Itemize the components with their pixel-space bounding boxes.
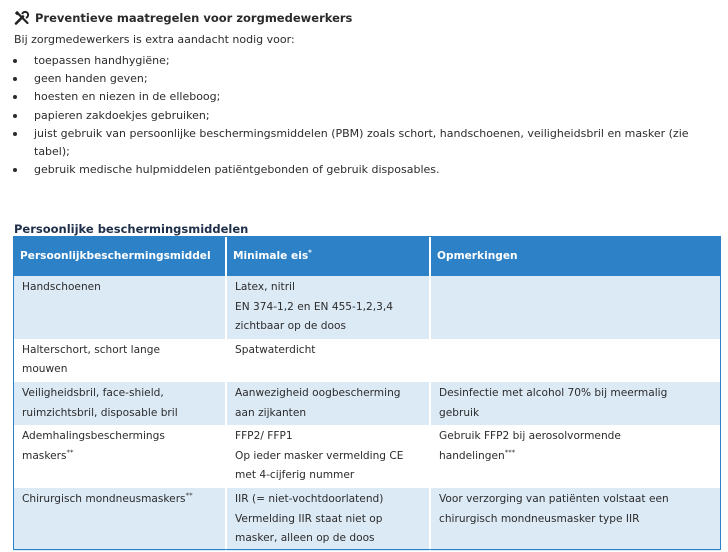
cell-line-wrap	[22, 447, 219, 467]
cell-line: masker, alleen op de doos	[235, 532, 375, 545]
cell-line: Op ieder masker vermelding CE	[235, 449, 404, 462]
list-item	[0, 125, 728, 161]
table-row	[14, 425, 720, 488]
bullet-dot-icon	[13, 114, 17, 118]
cell-remarks	[430, 382, 720, 425]
cell-requirement	[226, 339, 430, 382]
cell-line: EN 374-1,2 en EN 455-1,2,3,4	[235, 300, 393, 313]
footnote-marker: *	[308, 247, 312, 256]
cell-line: handelingen	[439, 449, 505, 462]
cell-line: Halterschort, schort lange	[22, 343, 161, 356]
cell-line: Veiligheidsbril, face-shield,	[22, 386, 164, 399]
footnote-marker: **	[185, 491, 193, 500]
bullet-dot-icon	[13, 168, 17, 172]
cell-requirement	[226, 425, 430, 488]
cell-line-wrap	[22, 490, 219, 510]
cell-line: Vermelding IIR staat niet op	[235, 512, 383, 525]
cell-requirement	[226, 488, 430, 551]
table-row	[14, 276, 720, 339]
footnote-marker: **	[66, 448, 74, 457]
cell-line: Minimale eis	[233, 249, 309, 262]
cell-item	[14, 425, 226, 488]
cell-item	[14, 382, 226, 425]
header-remarks	[430, 236, 720, 276]
cell-item	[14, 488, 226, 551]
cell-line: maskers	[22, 449, 67, 462]
cell-item	[14, 339, 226, 382]
cell-line: gebruik	[439, 406, 480, 419]
cell-line: Persoonlijk	[20, 249, 87, 262]
cell-line: Ademhalingsbeschermings	[22, 430, 165, 443]
cell-line: Spatwaterdicht	[235, 343, 316, 356]
list-item	[0, 52, 728, 70]
list-item	[0, 161, 728, 179]
cell-line-wrap	[439, 447, 714, 467]
cell-line: FFP2/ FFP1	[235, 430, 293, 443]
list-item-text: juist gebruik van persoonlijke beschermingsmiddelen (PBM) zoals schort, handschoenen, veiligheidsbril en masker (zie tabel);	[34, 126, 689, 159]
cell-line: beschermingsmiddel	[86, 249, 211, 262]
list-item-text: geen handen geven;	[34, 72, 148, 86]
cell-remarks	[430, 276, 720, 339]
list-item	[0, 88, 728, 106]
list-item-text: hoesten en niezen in de elleboog;	[34, 90, 221, 104]
measures-list	[0, 52, 728, 179]
cell-line: Desinfectie met alcohol 70% bij meermalig	[439, 386, 668, 399]
header-item	[14, 236, 226, 276]
cell-line: Handschoenen	[22, 281, 101, 293]
table-header-row	[14, 236, 720, 276]
cell-line: Latex, nitril	[235, 281, 295, 293]
tools-icon	[14, 10, 30, 26]
bullet-dot-icon	[13, 59, 17, 63]
cell-remarks	[430, 488, 720, 551]
intro-text: Bij zorgmedewerkers is extra aandacht nodig voor:	[14, 33, 295, 46]
cell-line: chirurgisch mondneusmasker type IIR	[439, 512, 640, 525]
cell-line: IIR (= niet-vochtdoorlatend)	[235, 492, 384, 505]
cell-line: Voor verzorging van patiënten volstaat een	[439, 492, 669, 505]
list-item	[0, 70, 728, 88]
list-item	[0, 107, 728, 125]
cell-line: Chirurgisch mondneusmaskers	[22, 492, 186, 505]
cell-requirement	[226, 382, 430, 425]
cell-line: met 4-cijferig nummer	[235, 469, 355, 482]
section-heading	[14, 8, 352, 28]
table-row	[14, 382, 720, 425]
list-item-text: gebruik medische hulpmiddelen patiëntgebonden of gebruik disposables.	[34, 163, 440, 177]
cell-remarks	[430, 339, 720, 382]
cell-line: mouwen	[22, 363, 68, 376]
cell-line: Opmerkingen	[437, 249, 518, 262]
bullet-dot-icon	[13, 132, 17, 136]
cell-item	[14, 276, 226, 339]
list-item-text: toepassen handhygiëne;	[34, 54, 170, 67]
section-title: Preventieve maatregelen voor zorgmedewerkers	[35, 11, 353, 25]
table-row	[14, 488, 720, 551]
cell-line: zichtbaar op de doos	[235, 320, 347, 333]
list-item-text: papieren zakdoekjes gebruiken;	[34, 108, 210, 122]
cell-line: Gebruik FFP2 bij aerosolvormende	[439, 430, 621, 443]
table-row	[14, 339, 720, 382]
footnote-marker: ***	[504, 448, 516, 457]
cell-line-wrap	[233, 247, 312, 262]
header-requirement	[226, 236, 430, 276]
cell-line: ruimzichtsbril, disposable bril	[22, 406, 178, 419]
pbm-table	[14, 236, 720, 551]
cell-remarks	[430, 425, 720, 488]
bullet-dot-icon	[13, 77, 17, 81]
cell-requirement	[226, 276, 430, 339]
bullet-dot-icon	[13, 95, 17, 99]
cell-line: aan zijkanten	[235, 406, 307, 419]
cell-line: Aanwezigheid oogbescherming	[235, 386, 401, 399]
table-body	[14, 276, 720, 551]
table-title: Persoonlijke beschermingsmiddelen	[14, 222, 249, 236]
